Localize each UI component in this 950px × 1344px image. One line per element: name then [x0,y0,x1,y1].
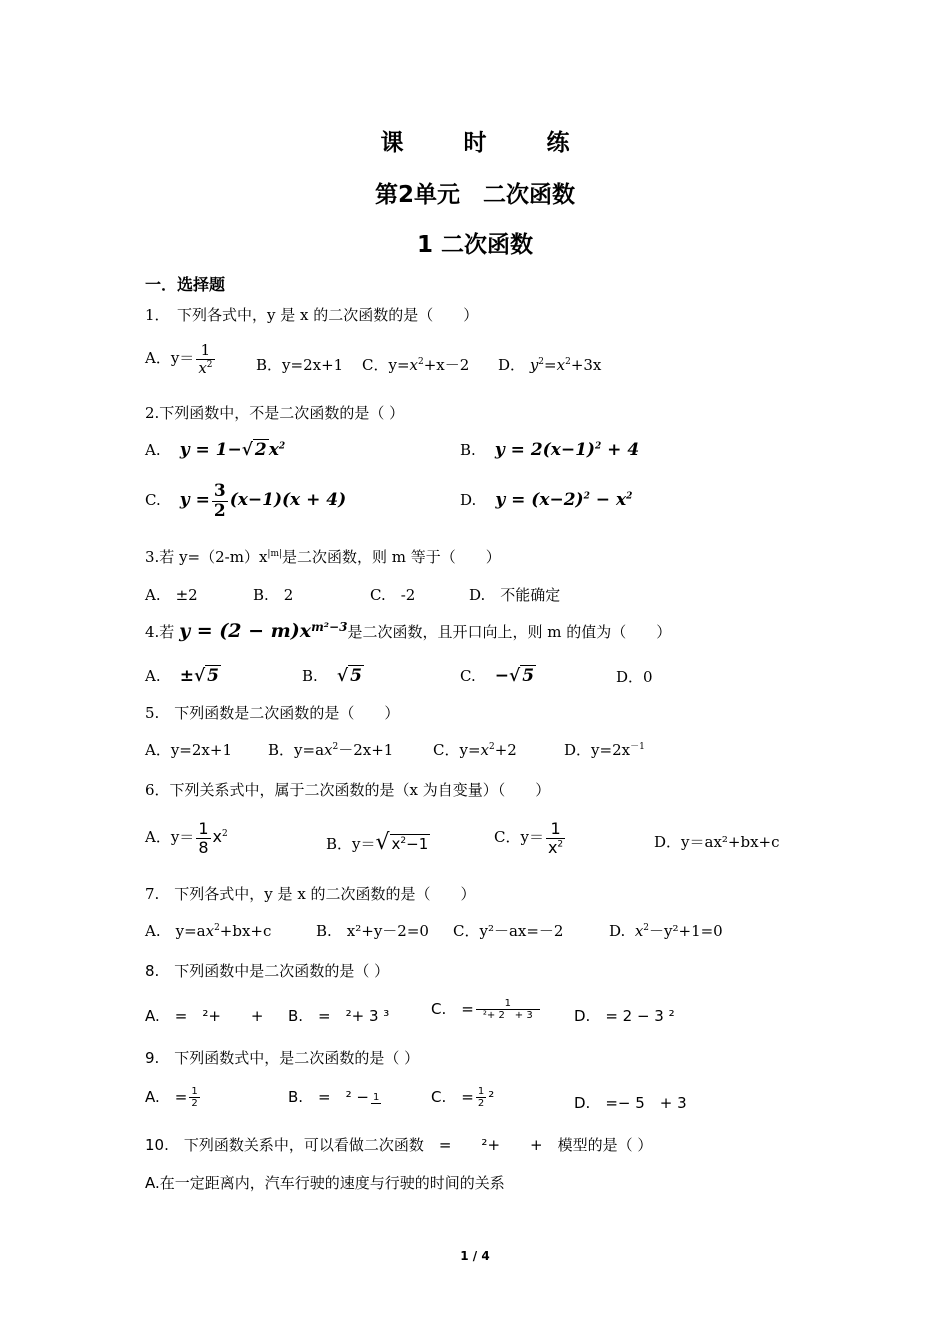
question-4-stem: 4.若 $y = (2 - m)x^{m^2-3}$是二次函数，且开口向上，则 m 的值为（ ） [145,620,672,642]
q3-option-b: B. 2 [253,586,294,604]
q3-option-a: A. ±2 [145,586,198,604]
lesson-title: 1 二次函数 [416,232,533,258]
q2-option-b: B. $y = 2(x-1)^2 + 4$ [460,440,640,460]
q7-option-c: C．y²－ax=－2 [453,922,564,940]
q2-option-d: D. $y = (x-2)^2 - x^2$ [460,490,633,510]
question-3-stem: 3.若 $y=(2-m)x^{|m|}$是二次函数，则 m 等于（ ） [145,548,501,566]
q2-option-c: C. y = $\frac{3}{2}$ (x−1)(x + 4) [145,481,347,521]
page-number: 1 / 4 [460,1249,490,1263]
q7-option-a: A. $y=ax^2+bx+c$ [145,922,272,940]
q1-option-b: B．y=2x+1 [256,356,344,374]
question-7-stem: 7. 下列各式中，y 是 x 的二次函数的是（ ） [145,885,476,903]
q1-option-d: D． $y^2=x^2+3x$ [498,356,602,374]
q6-option-c: C．y＝ $\frac{1}{x^2}$ [494,819,564,857]
q7-option-b: B. x²+y－2=0 [316,922,429,940]
q5-option-a: A．y=2x+1 [145,741,232,759]
q9-option-a: A. = $\frac{1}{2}$ [145,1086,198,1109]
q4-option-b: B. √ 5 [302,666,362,686]
q1-option-a: A．y＝ $\frac{1}{x^2}$ [145,341,213,377]
q8-option-b: B. = ²+ 3 ³ [288,1007,390,1025]
q4-option-d: D．0 [616,668,653,686]
question-9-stem: 9. 下列函数式中，是二次函数的是（ ） [145,1049,420,1067]
unit-title: 第2单元 二次函数 [374,182,575,208]
q10-option-a: A.在一定距离内，汽车行驶的速度与行驶的时间的关系 [145,1174,505,1192]
question-2-stem: 2.下列函数中，不是二次函数的是（ ） [145,404,405,422]
q3-option-d: D. 不能确定 [469,586,561,604]
doc-title: 课 时 练 [380,130,596,156]
q4-option-a: A. ±√ 5 [145,666,219,686]
q6-option-d: D．y＝ax²+bx+c [654,833,780,851]
q4-option-c: C. −√ 5 [460,666,535,686]
question-6-stem: 6．下列关系式中，属于二次函数的是（x 为自变量）（ ） [145,781,551,799]
q8-option-c: C. = $\frac{1}{\text{²+ 2 + 3}}$ [431,998,542,1021]
q5-option-c: C．$y=x^2+2$ [433,741,517,759]
q6-option-a: A．y＝ $\frac{1}{8}$ $x^2$ [145,819,228,857]
q7-option-d: D. $x^2-y^2+1=0$ [609,922,723,940]
q9-option-c: C. = $\frac{1}{2}$ ² [431,1086,495,1109]
q6-option-b: B．y＝√ $x^2-1$ [326,830,429,855]
question-5-stem: 5. 下列函数是二次函数的是（ ） [145,704,400,722]
q8-option-a: A. = ²+ + [145,1007,264,1025]
question-1-stem: 1． 下列各式中，y 是 x 的二次函数的是（ ） [145,306,479,324]
q9-option-d: D. =− 5 + 3 [574,1094,687,1112]
q1-option-c: C．$y=x^2+x-2$ [362,356,470,374]
q5-option-d: D．$y=2x^{-1}$ [564,741,645,759]
q5-option-b: B．$y=ax^2-2x+1$ [268,741,394,759]
question-8-stem: 8. 下列函数中是二次函数的是（ ） [145,962,390,980]
section-heading: 一．选择题 [145,275,226,294]
q9-option-b: B. = ² − 1 [288,1088,380,1106]
question-10-stem: 10. 下列函数关系中，可以看做二次函数 = ²+ + 模型的是（ ） [145,1136,653,1154]
q2-option-a: A. y = 1−√ 2 $x^2$ [145,440,286,460]
q3-option-c: C. -2 [370,586,416,604]
q8-option-d: D. = 2 − 3 ² [574,1007,675,1025]
